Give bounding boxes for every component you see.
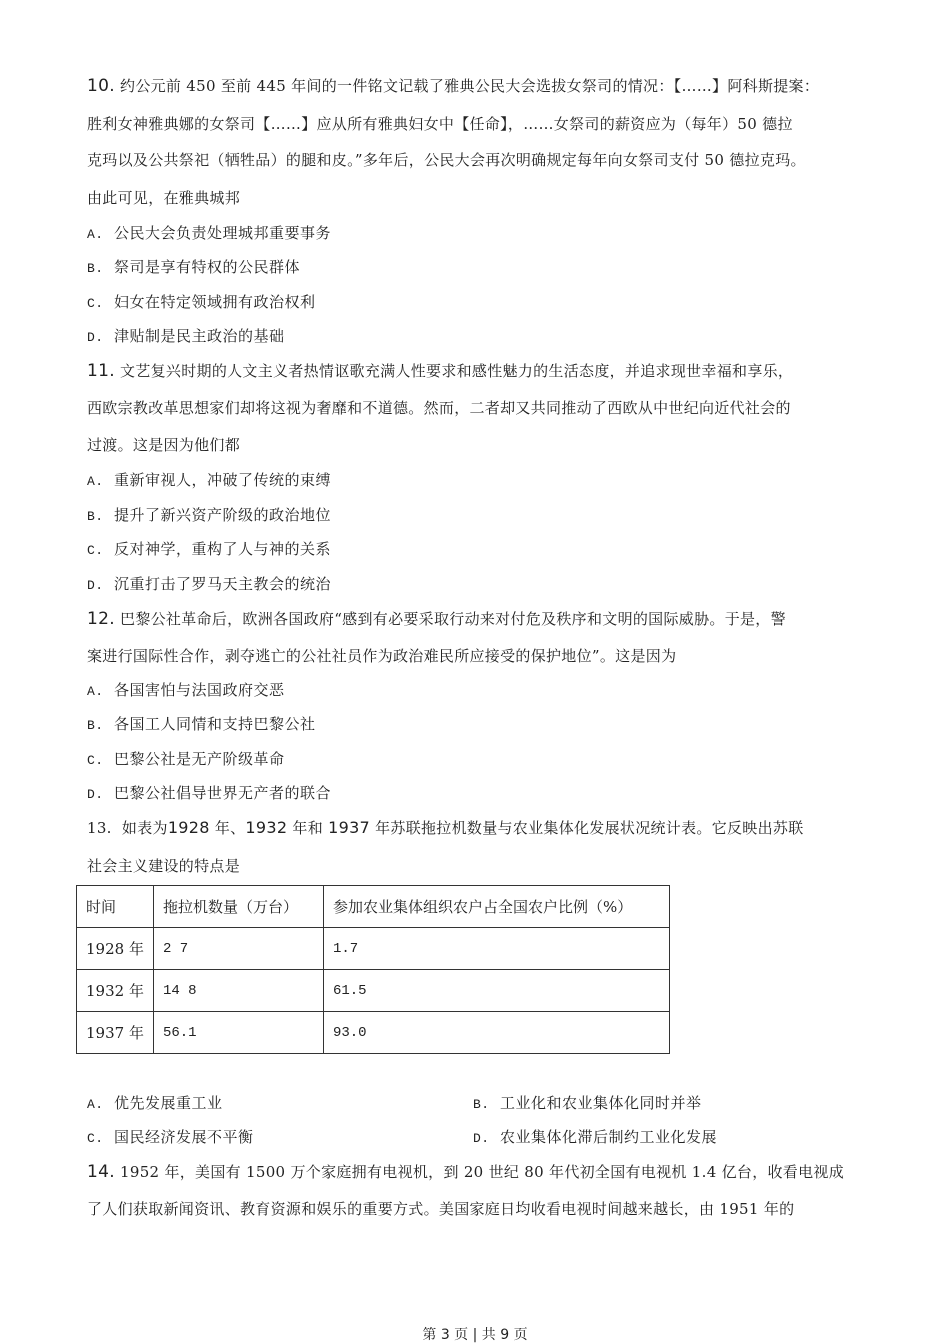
question-10-line-3: 克玛以及公共祭祀（牺牲品）的腿和皮。”多年后，公民大会再次明确规定每年向女祭司支付 50 德拉克玛。	[87, 151, 806, 169]
table-header-cell: 参加农业集体组织农户占全国农户比例（%）	[323, 886, 669, 928]
option-c[interactable]: C. 妇女在特定领域拥有政治权利	[87, 293, 316, 311]
option-c[interactable]: C. 反对神学，重构了人与神的关系	[87, 540, 332, 558]
table-cell: 93.0	[323, 1012, 669, 1054]
question-11-line-2: 西欧宗教改革思想家们却将这视为奢靡和不道德。然而，二者却又共同推动了西欧从中世纪向近代社会的	[87, 399, 791, 417]
table-header-cell: 拖拉机数量（万台）	[153, 886, 323, 928]
option-b[interactable]: B. 工业化和农业集体化同时并举	[473, 1094, 702, 1112]
table-cell: 1928 年	[77, 928, 154, 970]
table-row	[77, 970, 670, 1012]
option-b[interactable]: B. 各国工人同情和支持巴黎公社	[87, 715, 316, 733]
question-12-line-1: 12. 巴黎公社革命后，欧洲各国政府“感到有必要采取行动来对付危及秩序和文明的国际威胁。于是，警	[87, 609, 786, 629]
table-cell: 1937 年	[77, 1012, 154, 1054]
option-c[interactable]: C. 国民经济发展不平衡	[87, 1128, 254, 1146]
option-b[interactable]: B. 祭司是享有特权的公民群体	[87, 258, 301, 276]
option-d[interactable]: D. 农业集体化滞后制约工业化发展	[473, 1128, 718, 1146]
question-10-line-4: 由此可见，在雅典城邦	[87, 189, 241, 207]
question-12-line-2: 案进行国际性合作，剥夺逃亡的公社社员作为政治难民所应接受的保护地位”。这是因为	[87, 647, 677, 665]
table-cell: 14 8	[153, 970, 323, 1012]
option-a[interactable]: A. 重新审视人，冲破了传统的束缚	[87, 471, 332, 489]
question-14-line-2: 了人们获取新闻资讯、教育资源和娱乐的重要方式。美国家庭日均收看电视时间越来越长，由 1951 年的	[87, 1200, 795, 1218]
table-cell: 2 7	[153, 928, 323, 970]
option-d[interactable]: D. 津贴制是民主政治的基础	[87, 327, 285, 345]
question-13-line-2: 社会主义建设的特点是	[87, 857, 241, 875]
option-d[interactable]: D. 沉重打击了罗马天主教会的统治	[87, 575, 332, 593]
question-11-line-3: 过渡。这是因为他们都	[87, 436, 241, 454]
question-number: 12.	[87, 609, 115, 629]
question-11-line-1: 11. 文艺复兴时期的人文主义者热情讴歌充满人性要求和感性魅力的生活态度，并追求现世幸福和享乐，	[87, 361, 794, 381]
question-14-line-1: 14. 1952 年，美国有 1500 万个家庭拥有电视机，到 20 世纪 80 年代初全国有电视机 1.4 亿台，收看电视成	[87, 1162, 845, 1182]
option-c[interactable]: C. 巴黎公社是无产阶级革命	[87, 750, 285, 768]
option-b[interactable]: B. 提升了新兴资产阶级的政治地位	[87, 506, 332, 524]
table-cell: 61.5	[323, 970, 669, 1012]
question-10-line-1: 10. 约公元前 450 至前 445 年间的一件铭文记载了雅典公民大会选拔女祭司的情况：【……】阿科斯提案：	[87, 76, 820, 96]
option-a[interactable]: A. 优先发展重工业	[87, 1094, 223, 1112]
table-header-row	[77, 886, 670, 928]
question-10-line-2: 胜利女神雅典娜的女祭司【……】应从所有雅典妇女中【任命】，……女祭司的薪资应为（每年）50 德拉	[87, 115, 793, 133]
page-footer: 第 3 页 | 共 9 页	[422, 1327, 528, 1343]
question-number: 14.	[87, 1162, 115, 1182]
table-cell: 1932 年	[77, 970, 154, 1012]
option-a[interactable]: A. 公民大会负责处理城邦重要事务	[87, 224, 332, 242]
table-header-cell: 时间	[77, 886, 154, 928]
table-row	[77, 928, 670, 970]
option-d[interactable]: D. 巴黎公社倡导世界无产者的联合	[87, 784, 332, 802]
option-a[interactable]: A. 各国害怕与法国政府交恶	[87, 681, 285, 699]
question-number: 10.	[87, 76, 115, 96]
question-number: 11.	[87, 361, 115, 381]
table-cell: 56.1	[153, 1012, 323, 1054]
table-cell: 1.7	[323, 928, 669, 970]
statistics-table	[76, 885, 670, 1054]
question-13-line-1: 13. 如表为1928 年、1932 年和 1937 年苏联拖拉机数量与农业集体化发展状况统计表。它反映出苏联	[87, 818, 804, 837]
table-row	[77, 1012, 670, 1054]
